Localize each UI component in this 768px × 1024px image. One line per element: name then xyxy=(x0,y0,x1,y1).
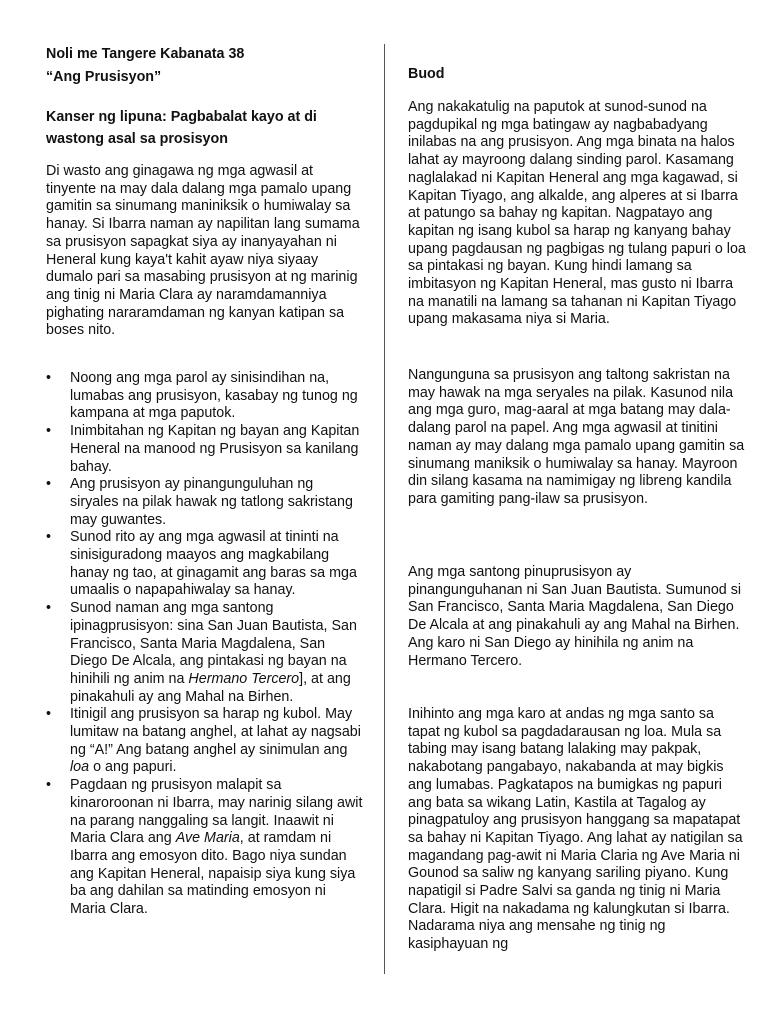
bullet-text: Ang prusisyon ay pinangunguluhan ng siryales na pilak hawak ng tatlong sakristang may guwantes. xyxy=(70,476,353,528)
column-divider xyxy=(384,44,385,974)
bullet-emphasis: loa xyxy=(70,759,90,776)
intro-paragraph: Di wasto ang ginagawa ng mga agwasil at tinyente na may dala dalang mga pamalo upang gamitin sa sinumang maniniksik o humiwalay sa hanay. Si Ibarra naman ay napilitan lang sumama sa prusisyon sapagkat siya ay inanyayahan ni Heneral kung kaya't kahit ayaw niya siyaay dumalo pari sa masabing prusisyon at ng marinig ang tinig ni Maria Clara ay naramdamanniya pighating nararamdaman ng kanyan katipan sa boses nito. xyxy=(46,163,360,339)
chapter-title: “Ang Prusisyon” xyxy=(46,69,162,85)
bullet-item xyxy=(46,476,364,529)
bullet-dot: • xyxy=(46,777,52,794)
bullet-text: Noong ang mga parol ay sinisindihan na, lumabas ang prusisyon, kasabay ng tunog ng kampana at mga paputok. xyxy=(70,370,358,422)
bullet-text: ], at ang pinakahuli ay ang Mahal na Birhen. xyxy=(70,670,351,705)
summary-paragraph: Inihinto ang mga karo at andas ng mga santo sa tapat ng kubol sa pagdadarausan ng loa. Mula sa tabing may isang batang lalaking may pakpak, nakabotang pangabayo, nakabanda at may bigkis ang lumabas. Pagkatapos na bumigkas ng papuri ang bata sa wikang Latin, Kastila at Tagalog ay pinagpatuloy ang prusisyon hanggang sa mapatapat sa bahay ni Kapitan Tiyago. Ang lahat ay natigilan sa magandang pag-awit ni Maria Claria ng Ave Maria ni Gounod sa saliw ng kanyang sariling piyano. Kung napatigil si Padre Salvi sa ganda ng tinig ni Maria Clara. Higit na nakadama ng kalungkutan si Ibarra. Nadarama niya ang mensahe ng tinig ng kasiphayuan ng xyxy=(408,706,743,953)
bullet-item xyxy=(46,370,364,423)
summary-bullet-list xyxy=(46,370,364,919)
bullet-dot: • xyxy=(46,600,52,617)
bullet-text: o ang papuri. xyxy=(89,759,177,776)
bullet-emphasis: Ave Maria xyxy=(175,830,240,847)
bullet-item xyxy=(46,423,364,476)
summary-paragraph: Ang nakakatulig na paputok at sunod-sunod na pagdupikal ng mga batingaw ay nagbabadyang inilabas na ang prusisyon. Ang mga binata na halos lahat ay mayroong dalang sinding parol. Kasamang naglalakad ni Kapitan Heneral ang mga kagawad, si Kapitan Tiyago, ang alkalde, ang alperes at si Ibarra at patungo sa bahay ng kapitan. Nagpatayo ang kapitan ng isang kubol sa harap ng kanyang bahay upang pagdausan ng pagbigas ng tulang papuri o loa sa pintakasi ng bayan. Kung hindi lamang sa imbitasyon ng Kapitan Heneral, mas gusto ni Ibarra na manatili na lamang sa tahanan ni Kapitan Tiyago upang makasama niya si Maria. xyxy=(408,99,746,328)
bullet-text: , at ramdam ni Ibarra ang emosyon dito. Bago niya sundan ang Kapitan Heneral, napaisip siya kung siya ba ang dahilan sa matinding emosyon ni Maria Clara. xyxy=(70,830,356,918)
bullet-dot: • xyxy=(46,706,52,723)
bullet-text: Sunod naman ang mga santong ipinagprusisyon: sina San Juan Bautista, San Francisco, Santa Maria Magdalena, San Diego De Alcala, ang pintakasi ng bayan na hinihili ng anim na xyxy=(70,600,357,687)
bullet-emphasis: Hermano Tercero xyxy=(188,670,300,687)
bullet-dot: • xyxy=(46,476,52,493)
bullet-item xyxy=(46,529,364,600)
bullet-item xyxy=(46,777,364,919)
bullet-text: Pagdaan ng prusisyon malapit sa kinaroroonan ni Ibarra, may narinig silang awit na parang nanggaling sa langit. Inaawit ni Maria Clara ang xyxy=(70,777,363,847)
summary-paragraph: Ang mga santong pinuprusisyon ay pinangunguhanan ni San Juan Bautista. Sumunod si San Francisco, Santa Maria Magdalena, San Diego De Alcala at ang pinakahuli ay ang Mahal na Birhen. Ang karo ni San Diego ay hinihila ng anim na Hermano Tercero. xyxy=(408,564,742,669)
subheading: Kanser ng lipuna: Pagbabalat kayo at di wastong asal sa prosisyon xyxy=(46,109,317,147)
bullet-text: Itinigil ang prusisyon sa harap ng kubol. May lumitaw na batang anghel, at lahat ay nagsabi ng “A!” Ang batang anghel ay sinimulan ang xyxy=(70,706,361,758)
bullet-dot: • xyxy=(46,423,52,440)
bullet-item xyxy=(46,600,364,706)
summary-paragraph: Nangunguna sa prusisyon ang taltong sakristan na may hawak na mga seryales na pilak. Kasunod nila ang mga guro, mag-aaral at mga batang may dala-dalang parol na papel. Ang mga agwasil at tinitini naman ay may dalang mga pamalo upang gamitin sa sinumang maniksik o humiwalay sa hanay. Mayroon din silang kasama na namimigay ng libreng kandila para gamiting pang-ilaw sa prusisyon. xyxy=(408,367,745,507)
summary-heading: Buod xyxy=(408,66,445,82)
bullet-item xyxy=(46,706,364,777)
bullet-dot: • xyxy=(46,370,52,386)
bullet-text: Sunod rito ay ang mga agwasil at tininti na sinisiguradong maayos ang magkabilang hanay ng tao, at ginagamit ang baras sa mga umaalis o napapahiwalay sa hanay. xyxy=(70,529,357,599)
bullet-dot: • xyxy=(46,529,52,546)
document-title: Noli me Tangere Kabanata 38 xyxy=(46,46,245,62)
bullet-text: Inimbitahan ng Kapitan ng bayan ang Kapitan Heneral na manood ng Prusisyon sa kanilang bahay. xyxy=(70,423,360,475)
